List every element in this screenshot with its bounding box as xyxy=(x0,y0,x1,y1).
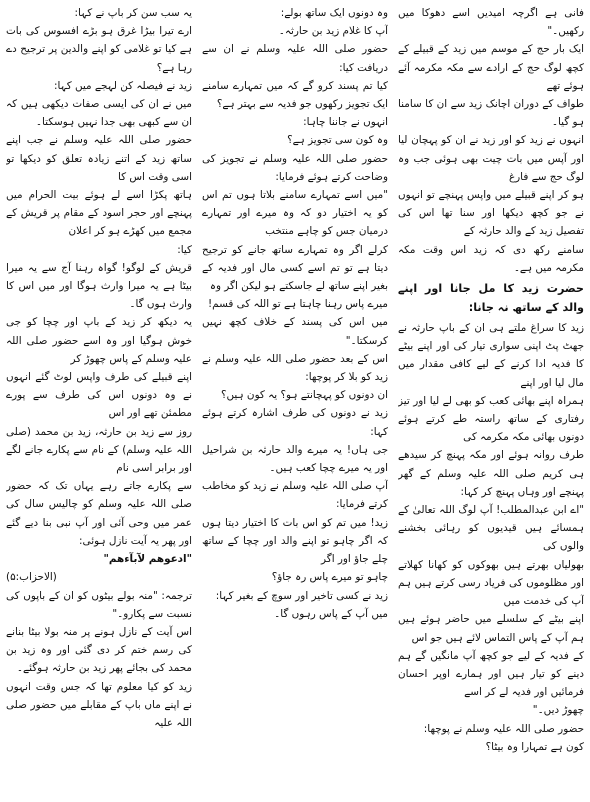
column-right xyxy=(398,4,584,802)
text-line: زید! میں تم کو اس بات کا اختیار دیتا ہوں کہ اگر چاہو تو اپنے والد اور چچا کے ساتھ چلے جاؤ اور اگر xyxy=(202,516,388,566)
verse-reference: (الاحزاب:۵) xyxy=(6,571,57,584)
text-line: کون ہے تمہارا وہ بیٹا؟ xyxy=(485,740,584,753)
text-line: چھوڑ دیں۔" xyxy=(532,704,584,717)
text-line: روز سے زید بن حارثہ، زید بن محمد (صلی اللہ علیہ وسلم) کے نام سے پکارے جانے لگے اور برابر اسی نام xyxy=(6,425,192,475)
text-line: میں نے ان کی ایسی صفات دیکھی ہیں کہ ان سے کبھی بھی جدا نہیں ہوسکتا۔ xyxy=(6,98,192,129)
text-line: زید نے فیصلہ کن لہجے میں کہا: xyxy=(53,79,192,92)
text-line: حضور صلی اللہ علیہ وسلم نے ان سے دریافت کیا: xyxy=(202,43,388,74)
text-line: زید کا سراغ ملتے ہی ان کے باپ حارثہ نے جھٹ پٹ اپنی سواری تیار کی اور اپنے بیٹے کا فدیہ ادا کرنے کے لیے کافی مقدار میں مال لیا اور اپنے xyxy=(398,322,584,389)
text-line: اس کے بعد حضور صلی اللہ علیہ وسلم نے زید کو بلا کر پوچھا: xyxy=(202,352,388,384)
text-line: انہوں نے زید کو اور زید نے ان کو پہچان لیا اور آپس میں بات چیت بھی ہوئی جب وہ لوگ حج سے فارغ xyxy=(398,134,584,183)
text-line: کیا: xyxy=(177,243,192,256)
text-line: زید نے دونوں کی طرف اشارہ کرتے ہوئے کہا: xyxy=(202,407,388,438)
text-line: ہمراہ اپنے بھائی کعب کو بھی لے لیا اور تیز رفتاری کے ساتھ راستہ طے کرتے ہوئے دونوں بھائی مکہ مکرمہ کی xyxy=(398,394,584,444)
text-line: آپ کا غلام زید بن حارثہ۔ xyxy=(278,25,388,38)
text-line: فانی ہے اگرچہ امیدیں اسے دھوکا میں رکھیں۔" xyxy=(398,7,584,38)
text-line: ہاتھ پکڑا اسے لے ہوئے بیت الحرام میں پہنچے اور حجر اسود کے مقام پر قریش کے مجمع میں کھڑے ہو کر اعلان xyxy=(6,189,192,238)
text-line: سامنے رکھ دی کہ زید اس وقت مکہ مکرمہ میں ہے۔ xyxy=(398,243,584,274)
text-line: اپنے قبیلے کی طرف واپس لوٹ گئے انہوں نے وہ دونوں اس کی طرف سے پورے مطمئن تھے اور اس xyxy=(6,371,192,420)
text-line: ارے تیرا بیڑا غرق ہو بڑے افسوس کی بات ہے کیا تو غلامی کو اپنے والدین پر ترجیح دے رہا ہے؟ xyxy=(6,25,192,74)
section-heading: حضرت زید کا مل جانا اور اپنے والد کے ساتھ نہ جانا: xyxy=(398,282,584,315)
text-line: وہ دونوں ایک ساتھ بولے: xyxy=(280,7,388,19)
text-line: "میں اسے تمہارے سامنے بلاتا ہوں تم اس کو یہ اختیار دو کہ وہ میرے اور تمہارے درمیان جس کو چاہے منتخب xyxy=(202,189,388,238)
text-line: زید کو کیا معلوم تھا کہ جس وقت انہوں نے اپنے ماں باپ کے مقابلے میں حضور صلی اللہ علیہ xyxy=(6,680,192,729)
text-line: ہو کر اپنے قبیلے میں واپس پہنچے تو انہوں نے جو کچھ دیکھا اور سنا تھا اس کی تفصیل زید کے والد حارثہ کے xyxy=(398,189,584,238)
text-line: وہ کون سی تجویز ہے؟ xyxy=(287,134,388,147)
text-line: یہ دیکھ کر زید کے باپ اور چچا کو جی خوش ہوگیا اور وہ اسے حضور صلی اللہ علیہ وسلم کے پاس چھوڑ کر xyxy=(6,316,192,365)
text-line: اپنے بیٹے کے سلسلے میں حاضر ہوئے ہیں ہم آپ کے پاس التماس لائے ہیں جو اس xyxy=(398,613,584,644)
text-line: آپ صلی اللہ علیہ وسلم نے زید کو مخاطب کرتے فرمایا: xyxy=(202,480,388,511)
text-line: ترجمہ: "منہ بولے بیٹوں کو ان کے باپوں کی نسبت سے پکارو۔" xyxy=(6,589,192,620)
text-line: سے پکارے جاتے رہے یہاں تک کہ حضور صلی اللہ علیہ وسلم کو چالیس سال کی عمر میں وحی آئی اور آپ نبی بنا دیے گئے اور پھر یہ آیت نازل ہوئی: xyxy=(6,480,192,547)
text-line: طرف روانہ ہوئے اور مکہ پہنچ کر سیدھے ہی کریم صلی اللہ علیہ وسلم کے گھر پہنچے اور وہاں پہنچ کر کہا: xyxy=(398,449,584,498)
text-line: ایک بار حج کے موسم میں زید کے قبیلے کے کچھ لوگ حج کے ارادے سے مکہ مکرمہ آئے ہوئے تھے xyxy=(398,43,584,92)
text-line: طواف کے دوران اچانک زید سے ان کا سامنا ہو گیا۔ xyxy=(398,98,584,129)
column-left xyxy=(6,4,192,802)
text-line: قریش کے لوگو! گواہ رہنا آج سے یہ میرا بیٹا ہے یہ میرا وارث ہوگا اور میں اس کا وارث ہوں گا۔ xyxy=(6,261,192,311)
text-line: حضور صلی اللہ علیہ وسلم نے جب اپنے ساتھ زید کے اتنے زیادہ تعلق کو دیکھا تو اسی وقت اس کا xyxy=(6,134,192,183)
text-line: "اے ابن عبدالمطلب! آپ لوگ اللہ تعالیٰ کے ہمسائے ہیں قیدیوں کو رہائی بخشنے والوں کی xyxy=(398,504,584,553)
text-line: حضور صلی اللہ علیہ وسلم نے تجویز کی وضاحت کرتے ہوئے فرمایا: xyxy=(202,152,388,183)
text-line: چاہو تو میرے پاس رہ جاؤ؟ xyxy=(271,571,388,584)
text-line: کرلے اگر وہ تمہارے ساتھ جانے کو ترجیح دیتا ہے تو تم اسے کسی مال اور فدیہ کے بغیر اپنے ساتھ لے جاسکتے ہو لیکن اگر وہ xyxy=(202,243,388,293)
text-line: میں آپ کے پاس رہوں گا۔ xyxy=(274,607,388,620)
column-middle xyxy=(202,4,388,802)
text-line: ان دونوں کو پہچانتے ہو؟ یہ کون ہیں؟ xyxy=(220,389,388,402)
text-line: میں اس کی پسند کے خلاف کچھ نہیں کرسکتا۔" xyxy=(202,316,388,347)
text-line: کیا تم پسند کرو گے کہ میں تمہارے سامنے ایک تجویز رکھوں جو فدیہ سے بہتر ہے؟ xyxy=(202,79,388,111)
text-line: انہوں نے جاننا چاہا: xyxy=(303,116,388,129)
text-line: یہ سب سن کر باپ نے کہا: xyxy=(74,7,192,19)
text-line: زید نے کسی تاخیر اور سوچ کے بغیر کہا: xyxy=(215,589,388,602)
text-line: میرے پاس رہنا چاہتا ہے تو اللہ کی قسم! xyxy=(207,298,388,311)
text-line: جی ہاں! یہ میرے والد حارثہ بن شراحیل اور یہ میرے چچا کعب ہیں۔ xyxy=(202,443,388,475)
text-line: کے فدیہ کے لیے جو کچھ آپ مانگیں گے ہم دینے کو تیار ہیں اور ہمارے اوپر احسان فرمائیں اور فدیہ لے کر اسے xyxy=(398,649,584,699)
text-line: بھولیاں بھرتے ہیں بھوکوں کو کھانا کھلاتے اور مظلوموں کی فریاد رسی کرتے ہیں ہم آپ کی خدمت میں xyxy=(398,558,584,608)
text-line: حضور صلی اللہ علیہ وسلم نے پوچھا: xyxy=(423,722,584,735)
text-line: اس آیت کے نازل ہونے پر منہ بولا بیٹا بنانے کی رسم ختم کر دی گئی اور وہ زید بن محمد کی بجائے پھر زید بن حارثہ ہوگئے۔ xyxy=(6,625,192,675)
verse-quote: "ادعوھم لآبآءھم" xyxy=(103,553,192,566)
